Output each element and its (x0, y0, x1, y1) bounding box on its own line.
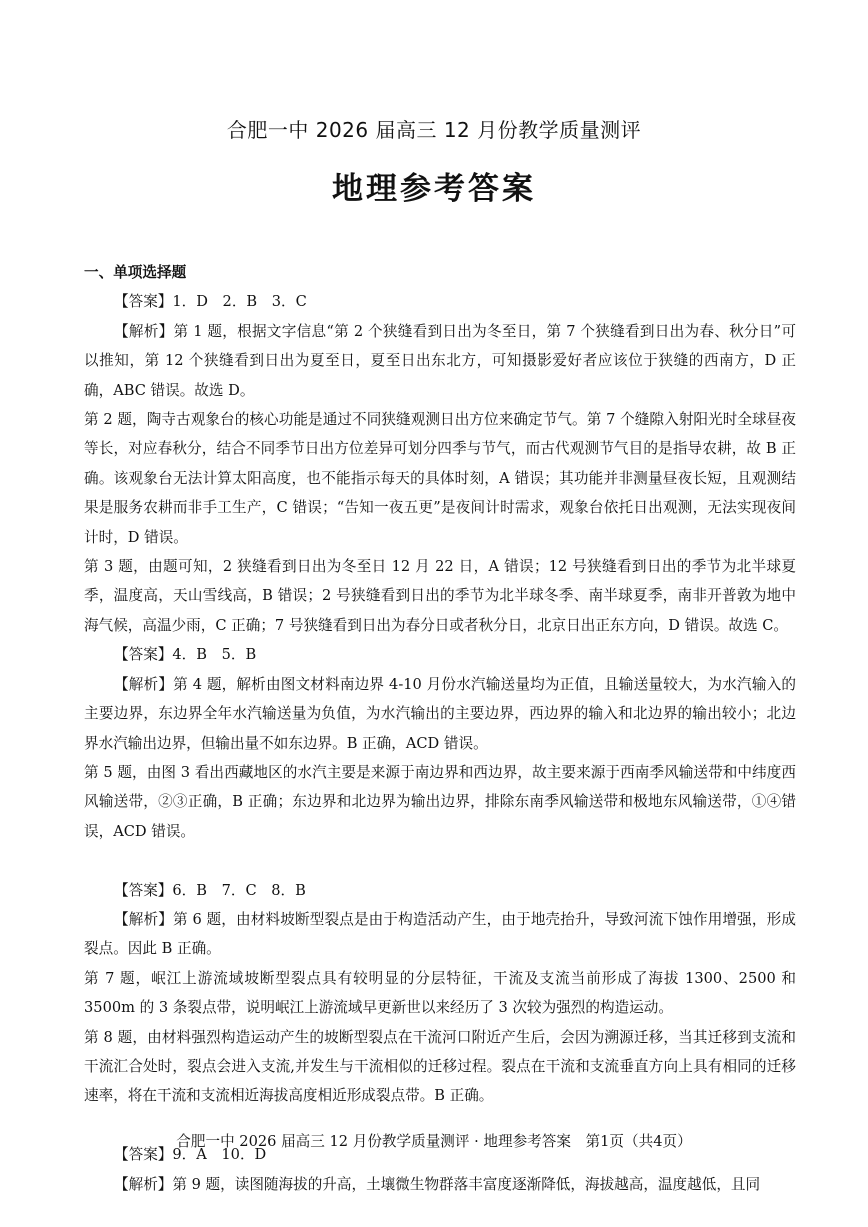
explanation-paragraph: 第 2 题，陶寺古观象台的核心功能是通过不同狭缝观测日出方位来确定节气。第 7 个缝隙入射阳光时全球昼夜等长，对应春秋分，结合不同季节日出方位差异可划分四季与节气，而古代观测节气目的是指导农耕，故 B 正确。该观象台无法计算太阳高度，也不能指示每天的具体时刻，A 错误；其功能并非测量昼夜长短，且观测结果是服务农耕而非手工生产，C 错误；“告知一夜五更”是夜间计时需求，观象台依托日出观测，无法实现夜间计时，D 错误。 (84, 411, 796, 546)
explanation-paragraph: 第 3 题，由题可知，2 狭缝看到日出为冬至日 12 月 22 日，A 错误；12 号狭缝看到日出的季节为北半球夏季，温度高，天山雪线高，B 错误；2 号狭缝看到日出的季节为北半球冬季、南半球夏季，南非开普敦为地中海气候，高温少雨，C 正确；7 号狭缝看到日出为春分日或者秋分日，北京日出正东方向，D 错误。故选 C。 (84, 558, 796, 634)
answer-content (84, 258, 796, 1199)
paragraph-list (84, 287, 796, 1199)
page-footer: 合肥一中 2026 届高三 12 月份教学质量测评 · 地理参考答案 第1页（共4页） (176, 1133, 692, 1150)
explanation-paragraph: 第 7 题，岷江上游流域坡断型裂点具有较明显的分层特征，干流及支流当前形成了海拔 1300、2500 和 3500m 的 3 条裂点带，说明岷江上游流域早更新世以来经历了 3 次较为强烈的构造运动。 (84, 969, 796, 1017)
explanation-paragraph: 第 5 题，由图 3 看出西藏地区的水汽主要是来源于南边界和西边界，故主要来源于西南季风输送带和中纬度西风输送带，②③正确，B 正确；东边界和北边界为输出边界，排除东南季风输送带和极地东风输送带，①④错误，ACD 错误。 (84, 763, 796, 840)
answer-line: 【答案】6．B 7．C 8．B (114, 881, 306, 899)
explanation-paragraph: 【解析】第 6 题，由材料坡断型裂点是由于构造活动产生，由于地壳抬升，导致河流下蚀作用增强，形成裂点。因此 B 正确。 (84, 910, 796, 958)
document-title: 地理参考答案 (332, 171, 536, 207)
explanation-paragraph: 【解析】第 1 题，根据文字信息“第 2 个狭缝看到日出为冬至日，第 7 个狭缝看到日出为春、秋分日”可以推知，第 12 个狭缝看到日出为夏至日，夏至日出东北方，可知摄影爱好者应该位于狭缝的西南方，D 正确，ABC 错误。故选 D。 (84, 322, 796, 399)
explanation-paragraph: 第 8 题，由材料强烈构造运动产生的坡断型裂点在干流河口附近产生后，会因为溯源迁移，当其迁移到支流和干流汇合处时，裂点会进入支流,并发生与干流相似的迁移过程。裂点在干流和支流垂直方向上具有相同的迁移速率，将在干流和支流相近海拔高度相近形成裂点带。B 正确。 (84, 1028, 796, 1105)
explanation-paragraph: 【解析】第 9 题，读图随海拔的升高，土壤微生物群落丰富度逐渐降低，海拔越高，温度越低，且同 (114, 1175, 761, 1193)
exam-header: 合肥一中 2026 届高三 12 月份教学质量测评 (226, 118, 642, 142)
section-heading: 一、单项选择题 (84, 264, 187, 281)
paragraph-gap (84, 846, 796, 875)
explanation-paragraph: 【解析】第 4 题，解析由图文材料南边界 4-10 月份水汽输送量均为正值，且输送量较大，为水汽输入的主要边界，东边界全年水汽输送量为负值，为水汽输出的主要边界，西边界的输入和北边界的输出较小；北边界水汽输出边界，但输出量不如东边界。B 正确，ACD 错误。 (84, 675, 796, 752)
answer-line: 【答案】9．A 10．D (114, 1146, 267, 1164)
answer-line: 【答案】4．B 5．B (114, 646, 257, 664)
answer-line: 【答案】1．D 2．B 3．C (114, 293, 307, 311)
